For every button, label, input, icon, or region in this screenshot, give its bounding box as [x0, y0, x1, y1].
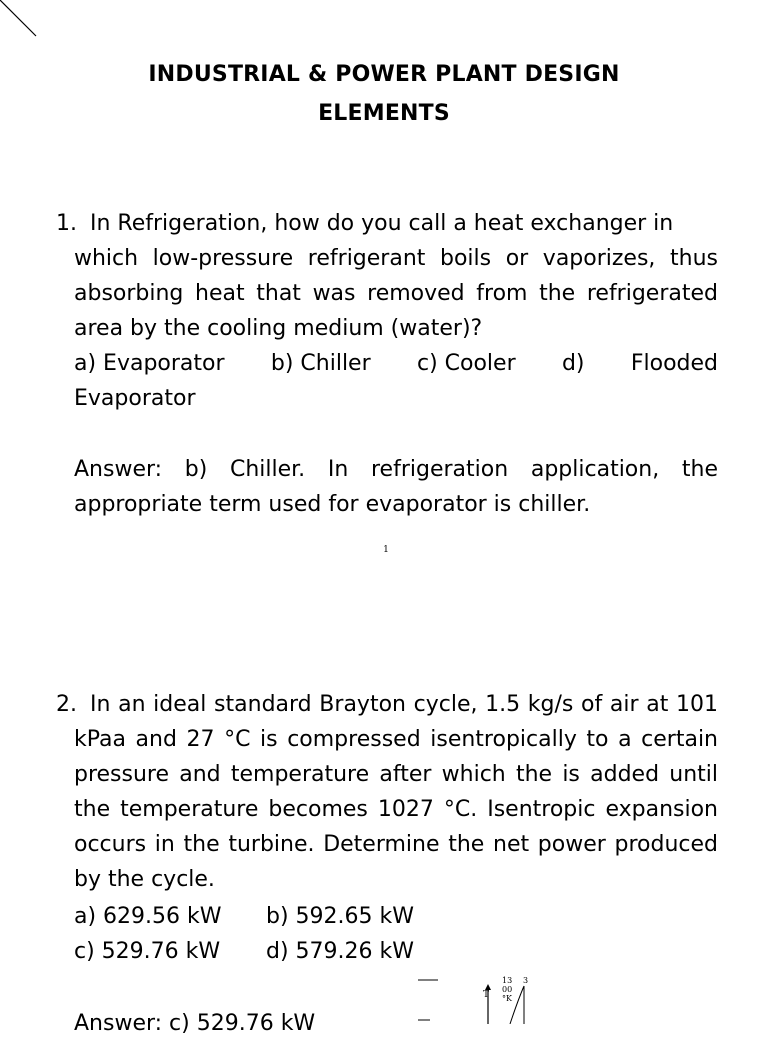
option-c: c) Cooler: [416, 351, 516, 376]
question-2-text: [74, 687, 718, 897]
question-1-answer: [74, 452, 718, 522]
option-d-continuation: Evaporator: [74, 386, 196, 411]
state-point-label: 3: [523, 976, 529, 985]
option-c: c) 529.76 kW: [74, 939, 221, 964]
question-2-line: In an ideal standard Brayton cycle, 1.5 kg/s of air at 101: [90, 692, 718, 717]
question-1-line: In Refrigeration, how do you call a heat exchanger in: [90, 211, 674, 236]
question-1-line: which low-pressure refrigerant boils or vaporizes, thus: [74, 246, 718, 271]
option-d: d): [561, 351, 585, 376]
question-2-answer-partial: Answer: c) 529.76 kW: [74, 1011, 316, 1036]
question-2-line: kPaa and 27 °C is compressed isentropically to a certain: [74, 727, 718, 752]
question-2-line: the temperature becomes 1027 °C. Isentropic expansion: [74, 797, 718, 822]
question-1-line: area by the cooling medium (water)?: [74, 316, 483, 341]
question-2-line: occurs in the turbine. Determine the net power produced: [74, 832, 718, 857]
page-number: 1: [383, 545, 389, 555]
option-b: b) 592.65 kW: [266, 904, 415, 929]
axis-label-t: T: [483, 990, 490, 1000]
answer-line: appropriate term used for evaporator is chiller.: [74, 492, 591, 517]
temp-unit-label: °K: [502, 994, 512, 1003]
question-1-options: [74, 346, 718, 381]
question-1-number: 1.: [56, 211, 77, 236]
option-d-word: Flooded: [630, 351, 718, 376]
ts-diagram-fragment: [410, 970, 550, 1024]
corner-fold-line: [0, 0, 40, 40]
question-2-number: 2.: [56, 692, 77, 717]
question-1-line: absorbing heat that was removed from the refrigerated: [74, 281, 718, 306]
answer-line: Answer: b) Chiller. In refrigeration application, the: [74, 457, 718, 482]
option-a: a) 629.56 kW: [74, 904, 222, 929]
question-1-text: [74, 206, 718, 416]
document-title-line-2: ELEMENTS: [318, 101, 450, 126]
temp-label-line-1: 13: [502, 976, 513, 985]
option-a: a) Evaporator: [74, 351, 225, 376]
temp-label-line-2: 00: [502, 985, 513, 994]
option-b: b) Chiller: [270, 351, 371, 376]
question-2-line: by the cycle.: [74, 867, 215, 892]
question-2-line: pressure and temperature after which the is added until: [74, 762, 718, 787]
document-title-line-1: INDUSTRIAL & POWER PLANT DESIGN: [148, 62, 620, 87]
option-d: d) 579.26 kW: [266, 939, 415, 964]
